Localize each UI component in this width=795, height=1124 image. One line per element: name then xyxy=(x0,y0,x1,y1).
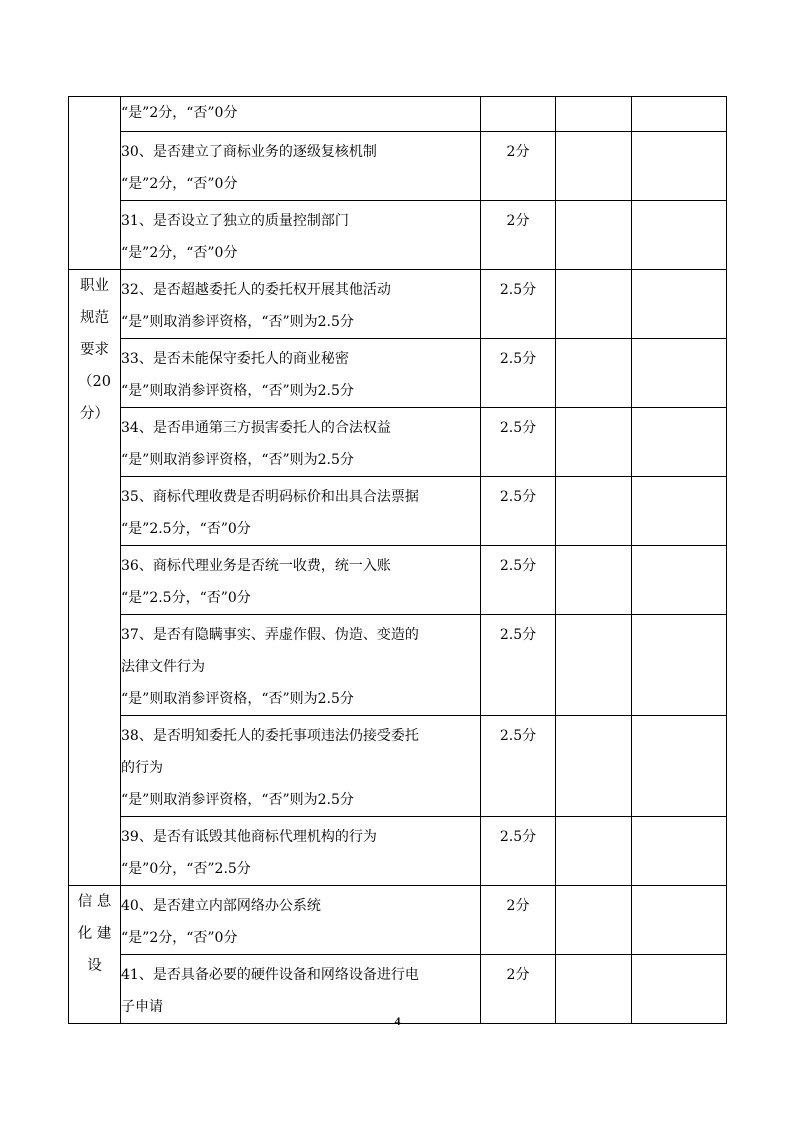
points-cell: 2.5分 xyxy=(481,817,556,886)
score-cell xyxy=(556,270,632,339)
item-cell xyxy=(121,477,481,546)
score-cell xyxy=(632,817,727,886)
item-text: 37、是否有隐瞒事实、弄虚作假、伪造、变造的 xyxy=(121,627,419,643)
item-text: 子申请 xyxy=(121,999,163,1015)
score-cell xyxy=(556,339,632,408)
category-label: 要求 xyxy=(80,342,109,358)
points-cell: 2.5分 xyxy=(481,408,556,477)
score-cell xyxy=(632,339,727,408)
item-text: 40、是否建立内部网络办公系统 xyxy=(121,898,321,914)
points-cell: 2.5分 xyxy=(481,546,556,615)
score-cell xyxy=(632,132,727,201)
item-text: “是”2.5分，“否”0分 xyxy=(121,590,251,606)
category-label: 规范 xyxy=(80,310,109,326)
table-row xyxy=(69,408,727,477)
item-text: 30、是否建立了商标业务的逐级复核机制 xyxy=(121,144,377,160)
table-row xyxy=(69,201,727,270)
item-cell xyxy=(121,97,481,132)
item-cell xyxy=(121,201,481,270)
item-cell xyxy=(121,270,481,339)
score-cell xyxy=(632,97,727,132)
table-row xyxy=(69,716,727,817)
points-cell: 2.5分 xyxy=(481,339,556,408)
item-text: 33、是否未能保守委托人的商业秘密 xyxy=(121,351,349,367)
category-label: 化 建 xyxy=(77,926,112,942)
item-text: “是”则取消参评资格，“否”则为2.5分 xyxy=(121,383,354,399)
table-row xyxy=(69,477,727,546)
table-row xyxy=(69,546,727,615)
item-cell xyxy=(121,132,481,201)
score-cell xyxy=(632,615,727,716)
score-cell xyxy=(556,132,632,201)
table-row xyxy=(69,270,727,339)
points-cell: 2分 xyxy=(481,132,556,201)
score-cell xyxy=(632,716,727,817)
score-cell xyxy=(556,817,632,886)
item-text: 法律文件行为 xyxy=(121,659,205,675)
item-cell xyxy=(121,886,481,955)
item-text: 35、商标代理收费是否明码标价和出具合法票据 xyxy=(121,489,419,505)
item-text: 39、是否有诋毁其他商标代理机构的行为 xyxy=(121,829,377,845)
item-cell xyxy=(121,408,481,477)
points-cell: 2.5分 xyxy=(481,270,556,339)
score-cell xyxy=(632,201,727,270)
table-row xyxy=(69,886,727,955)
table-row xyxy=(69,615,727,716)
table-row xyxy=(69,132,727,201)
item-cell xyxy=(121,716,481,817)
item-cell xyxy=(121,339,481,408)
item-cell xyxy=(121,817,481,886)
table-row xyxy=(69,97,727,132)
score-cell xyxy=(632,546,727,615)
item-text: “是”2分，“否”0分 xyxy=(121,105,238,121)
item-text: 31、是否设立了独立的质量控制部门 xyxy=(121,213,349,229)
category-cell xyxy=(69,97,121,270)
score-cell xyxy=(556,477,632,546)
category-cell xyxy=(69,270,121,886)
category-label: （20 xyxy=(78,374,111,390)
item-text: 的行为 xyxy=(121,760,163,776)
item-text: “是”则取消参评资格，“否”则为2.5分 xyxy=(121,452,354,468)
item-text: “是”则取消参评资格，“否”则为2.5分 xyxy=(121,792,354,808)
category-label: 信 息 xyxy=(77,894,112,910)
points-cell: 2.5分 xyxy=(481,716,556,817)
category-label: 分） xyxy=(80,406,109,422)
score-cell xyxy=(632,886,727,955)
scoring-table xyxy=(68,96,727,1024)
page-number: 4 xyxy=(394,1014,401,1028)
category-cell xyxy=(69,886,121,1024)
score-cell xyxy=(556,408,632,477)
table-row xyxy=(69,817,727,886)
item-text: “是”则取消参评资格，“否”则为2.5分 xyxy=(121,691,354,707)
item-cell xyxy=(121,615,481,716)
item-text: “是”2分，“否”0分 xyxy=(121,176,238,192)
points-cell: 2分 xyxy=(481,201,556,270)
item-text: “是”2分，“否”0分 xyxy=(121,930,238,946)
score-cell xyxy=(632,408,727,477)
item-cell xyxy=(121,546,481,615)
item-text: 38、是否明知委托人的委托事项违法仍接受委托 xyxy=(121,728,419,744)
score-cell xyxy=(556,546,632,615)
points-cell: 2分 xyxy=(481,955,556,1024)
item-text: 32、是否超越委托人的委托权开展其他活动 xyxy=(121,282,391,298)
score-cell xyxy=(632,477,727,546)
score-cell xyxy=(632,270,727,339)
item-text: “是”2分，“否”0分 xyxy=(121,245,238,261)
category-label: 设 xyxy=(87,958,102,974)
item-text: 41、是否具备必要的硬件设备和网络设备进行电 xyxy=(121,967,419,983)
item-text: 34、是否串通第三方损害委托人的合法权益 xyxy=(121,420,391,436)
category-label: 职业 xyxy=(80,278,109,294)
item-text: “是”则取消参评资格，“否”则为2.5分 xyxy=(121,314,354,330)
points-cell: 2.5分 xyxy=(481,615,556,716)
score-cell xyxy=(556,97,632,132)
points-cell: 2.5分 xyxy=(481,477,556,546)
item-text: “是”0分，“否”2.5分 xyxy=(121,861,251,877)
points-cell: 2分 xyxy=(481,886,556,955)
item-text: 36、商标代理业务是否统一收费，统一入账 xyxy=(121,558,391,574)
score-cell xyxy=(556,716,632,817)
score-cell xyxy=(556,201,632,270)
score-cell xyxy=(556,615,632,716)
score-cell xyxy=(556,886,632,955)
item-text: “是”2.5分，“否”0分 xyxy=(121,521,251,537)
points-cell xyxy=(481,97,556,132)
table-row xyxy=(69,339,727,408)
